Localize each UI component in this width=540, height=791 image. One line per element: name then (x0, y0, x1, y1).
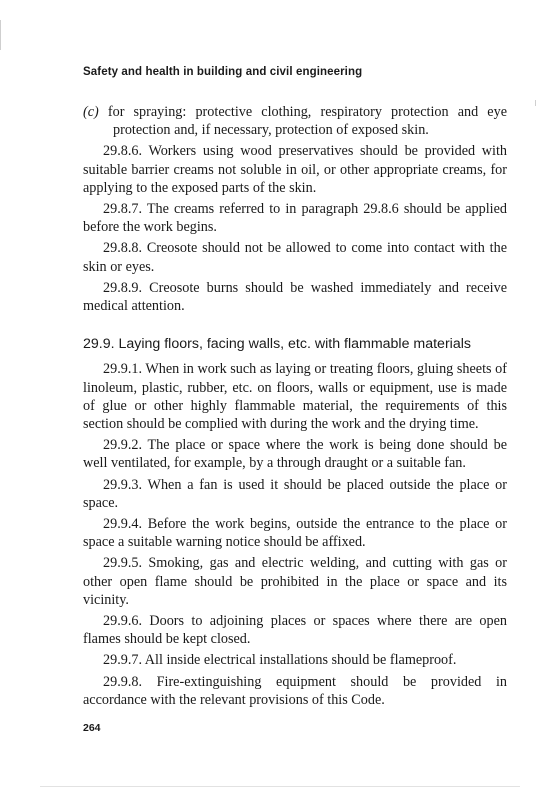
paragraph-29-8-9: 29.8.9. Creosote burns should be washed immediately and receive medical attention. (83, 279, 507, 315)
page-number: 264 (83, 722, 101, 734)
list-item-label: (c) (83, 104, 99, 120)
scan-edge-mark (0, 20, 1, 50)
running-head: Safety and health in building and civil engineering (83, 66, 363, 78)
paragraph-29-9-4: 29.9.4. Before the work begins, outside the entrance to the place or space a suitable warning notice should be affixed. (83, 516, 507, 551)
body-text (83, 103, 507, 712)
scan-bottom-smudge (40, 786, 520, 787)
paragraph-29-9-1: 29.9.1. When in work such as laying or treating floors, gluing sheets of linoleum, plastic, rubber, etc. on floors, walls or equipment, use is made of glue or other highly flammable material, the requirements of this section should be complied with during the work and the drying time. (83, 361, 507, 433)
list-item-text: for spraying: protective clothing, respiratory protection and eye protection and, if necessary, protection of exposed skin. (98, 104, 507, 139)
paragraph-29-8-6: 29.8.6. Workers using wood preservatives should be provided with suitable barrier creams not soluble in oil, or other appropriate creams, for applying to the exposed parts of the skin. (83, 143, 507, 196)
list-item-c (83, 103, 507, 139)
paragraph-29-9-7: 29.9.7. All inside electrical installations should be flameproof. (103, 652, 457, 669)
paragraph-29-9-2: 29.9.2. The place or space where the work is being done should be well ventilated, for example, by a through draught or a suitable fan. (83, 437, 507, 472)
paragraph-29-9-6: 29.9.6. Doors to adjoining places or spaces where there are open flames should be kept closed. (83, 613, 507, 648)
paragraph-29-9-5: 29.9.5. Smoking, gas and electric welding, and cutting with gas or other open flame should be prohibited in the place or space and its vicinity. (83, 555, 507, 608)
paragraph-29-9-3: 29.9.3. When a fan is used it should be placed outside the place or space. (83, 476, 507, 511)
scan-edge-mark (535, 100, 536, 106)
paragraph-29-9-8: 29.9.8. Fire-extinguishing equipment should be provided in accordance with the relevant provisions of this Code. (83, 673, 507, 708)
section-heading: 29.9. Laying floors, facing walls, etc. with flammable materials (83, 336, 471, 353)
paragraph-29-8-8: 29.8.8. Creosote should not be allowed to come into contact with the skin or eyes. (83, 240, 507, 275)
paragraph-29-8-7: 29.8.7. The creams referred to in paragraph 29.8.6 should be applied before the work begins. (83, 201, 507, 236)
